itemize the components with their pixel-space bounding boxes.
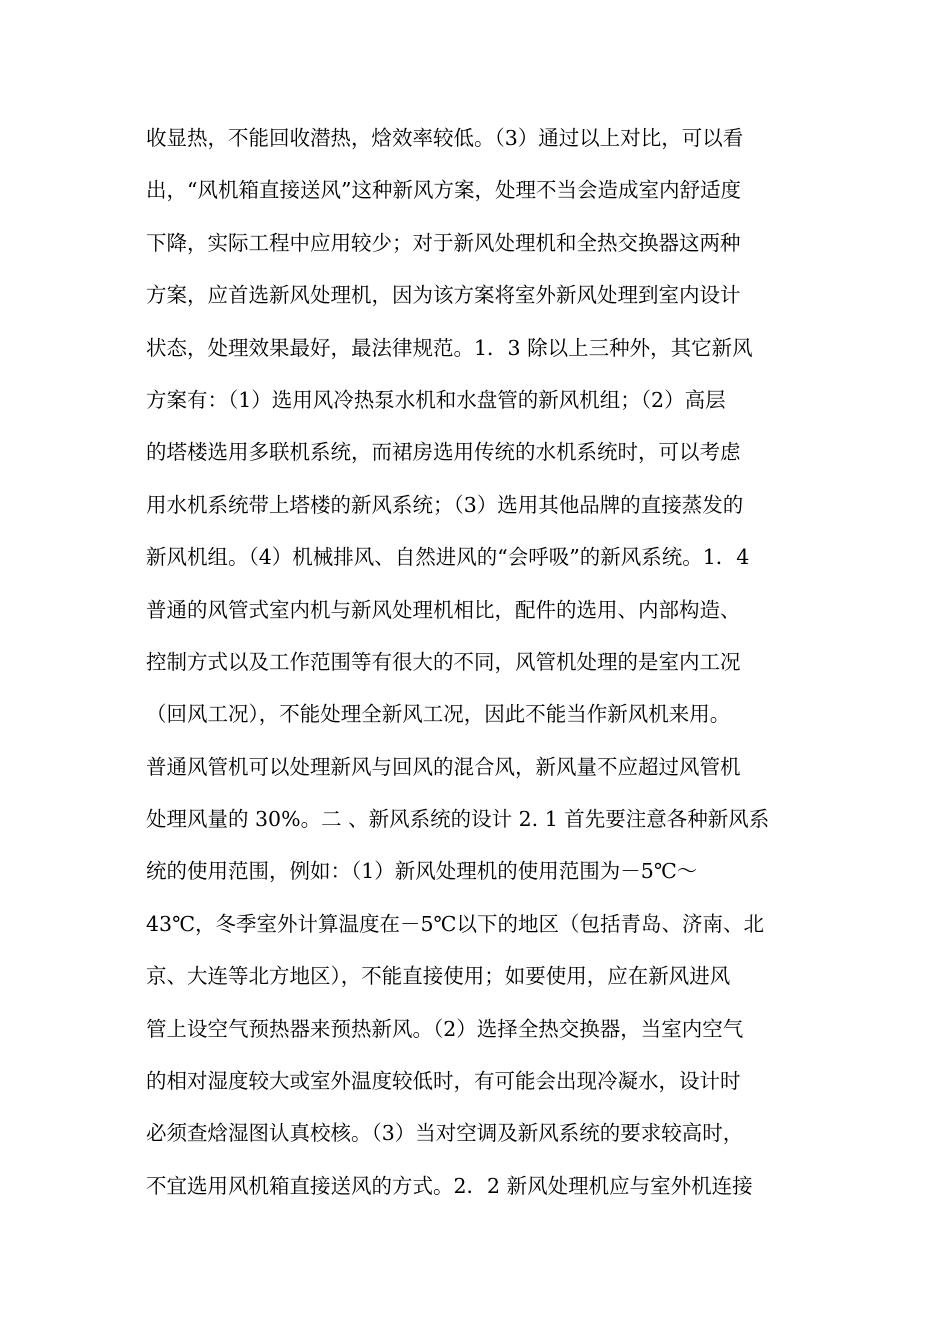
text-line: 控制方式以及工作范围等有很大的不同，风管机处理的是室内工况: [146, 649, 741, 674]
text-line: 普通的风管式室内机与新风处理机相比，配件的选用、内部构造、: [146, 597, 741, 622]
text-line: 出，“风机箱直接送风”这种新风方案，处理不当会造成室内舒适度: [146, 178, 741, 203]
text-line: 不宜选用风机箱直接送风的方式。2．2 新风处理机应与室外机连接: [146, 1173, 753, 1198]
text-line: 下降，实际工程中应用较少；对于新风处理机和全热交换器这两种: [146, 230, 741, 255]
text-line: 新风机组。（4）机械排风、自然进风的“会呼吸”的新风系统。1．4: [146, 545, 750, 570]
text-line: 的相对湿度较大或室外温度较低时，有可能会出现冷凝水，设计时: [146, 1069, 741, 1094]
text-line: 方案，应首选新风处理机，因为该方案将室外新风处理到室内设计: [146, 283, 741, 308]
text-line: 状态，处理效果最好，最法律规范。1．3 除以上三种外，其它新风: [146, 335, 753, 360]
text-line: 43℃，冬季室外计算温度在－5℃以下的地区（包括青岛、济南、北: [146, 911, 764, 936]
text-line: 京、大连等北方地区），不能直接使用；如要使用，应在新风进风: [146, 964, 731, 989]
text-line: 的塔楼选用多联机系统，而裙房选用传统的水机系统时，可以考虑: [146, 440, 741, 465]
text-line: 处理风量的 30%。二 、新风系统的设计 2. 1 首先要注意各种新风系: [146, 807, 770, 832]
text-line: 管上设空气预热器来预热新风。（2）选择全热交换器，当室内空气: [146, 1016, 744, 1041]
text-line: 方案有：（1）选用风冷热泵水机和水盘管的新风机组；（2）高层: [146, 387, 726, 412]
body-text: [146, 112, 816, 1212]
text-line: 必须查焓湿图认真校核。（3）当对空调及新风系统的要求较高时，: [146, 1121, 744, 1146]
text-line: 统的使用范围，例如：（1）新风处理机的使用范围为－5℃～: [146, 859, 698, 884]
text-line: （回风工况），不能处理全新风工况，因此不能当作新风机来用。: [146, 702, 731, 727]
text-line: 收显热，不能回收潜热，焓效率较低。（3）通过以上对比，可以看: [146, 126, 744, 150]
text-line: 普通风管机可以处理新风与回风的混合风，新风量不应超过风管机: [146, 754, 741, 779]
text-line: 用水机系统带上塔楼的新风系统；（3）选用其他品牌的直接蒸发的: [146, 492, 744, 517]
